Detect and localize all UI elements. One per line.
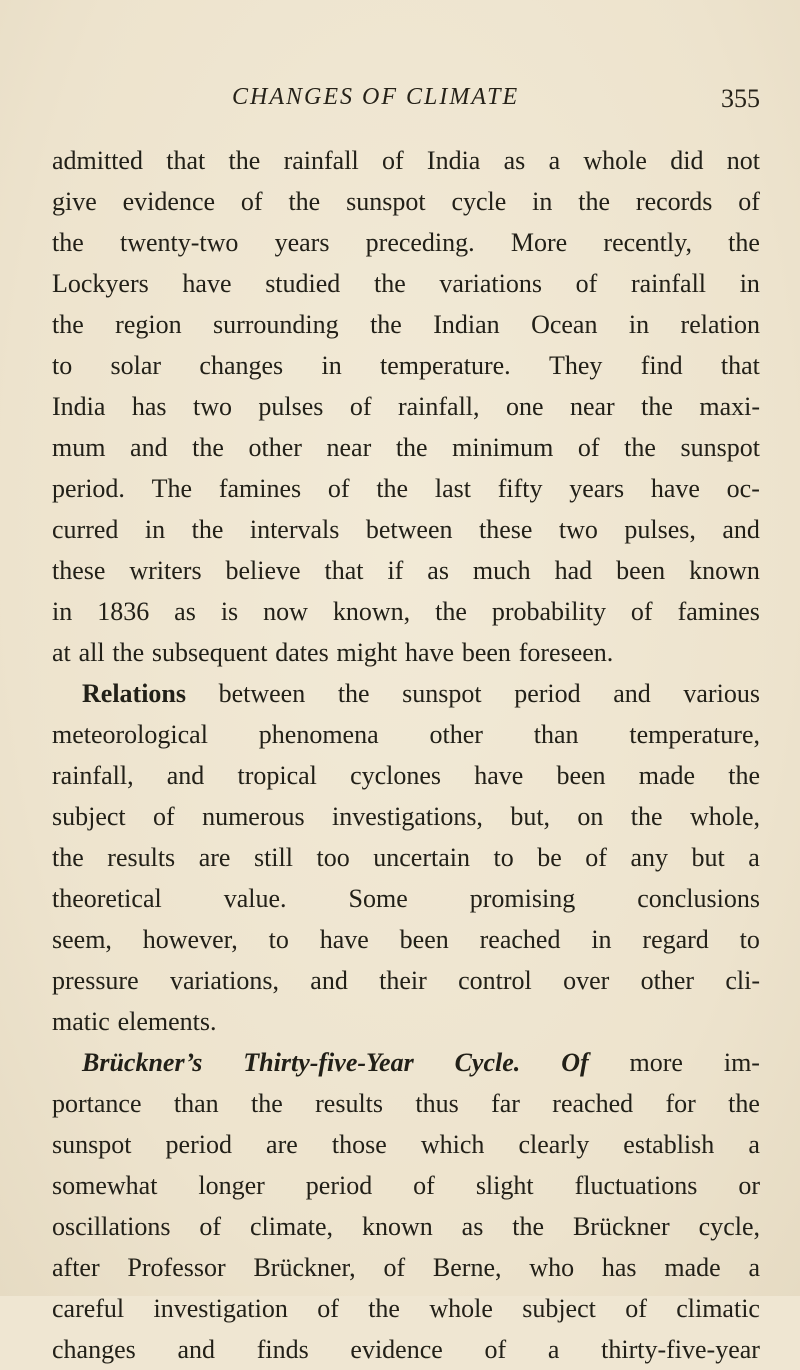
body-text [52,140,760,1370]
text-line: portance than the results thus far reached for the [52,1089,760,1118]
text-line: after Professor Brückner, of Berne, who has made a [52,1253,760,1282]
text-line: careful investigation of the whole subject of climatic [52,1294,760,1323]
text-line: admitted that the rainfall of India as a whole did not [52,146,760,175]
text-line: oscillations of climate, known as the Brückner cycle, [52,1212,760,1241]
text-line: Brückner’s Thirty-five-Year Cycle. Of more im- [82,1048,760,1077]
text-line: give evidence of the sunspot cycle in the records of [52,187,760,216]
text-line: curred in the intervals between these two pulses, and [52,515,760,544]
text-line: period. The famines of the last fifty years have oc- [52,474,760,503]
text-line: mum and the other near the minimum of the sunspot [52,433,760,462]
text-line: changes and finds evidence of a thirty-five-year [52,1335,760,1364]
text-line: Relations between the sunspot period and various [82,679,760,708]
text-line: matic elements. [52,1007,217,1036]
text-line: the region surrounding the Indian Ocean in relation [52,310,760,339]
text-line: the twenty-two years preceding. More recently, the [52,228,760,257]
text-line: in 1836 as is now known, the probability of famines [52,597,760,626]
text-line: pressure variations, and their control over other cli- [52,966,760,995]
text-line: rainfall, and tropical cyclones have been made the [52,761,760,790]
page-number: 355 [721,84,760,113]
text-line: subject of numerous investigations, but, on the whole, [52,802,760,831]
running-title: CHANGES OF CLIMATE [232,84,520,110]
text-line: sunspot period are those which clearly establish a [52,1130,760,1159]
text-line: to solar changes in temperature. They find that [52,351,760,380]
text-line: meteorological phenomena other than temperature, [52,720,760,749]
text-line: somewhat longer period of slight fluctuations or [52,1171,760,1200]
text-line: these writers believe that if as much had been known [52,556,760,585]
text-line: theoretical value. Some promising conclusions [52,884,760,913]
text-line: India has two pulses of rainfall, one near the maxi- [52,392,760,421]
text-line: seem, however, to have been reached in regard to [52,925,760,954]
text-line: the results are still too uncertain to be of any but a [52,843,760,872]
running-head [52,84,760,120]
text-line: Lockyers have studied the variations of rainfall in [52,269,760,298]
text-line: at all the subsequent dates might have been foreseen. [52,638,614,667]
